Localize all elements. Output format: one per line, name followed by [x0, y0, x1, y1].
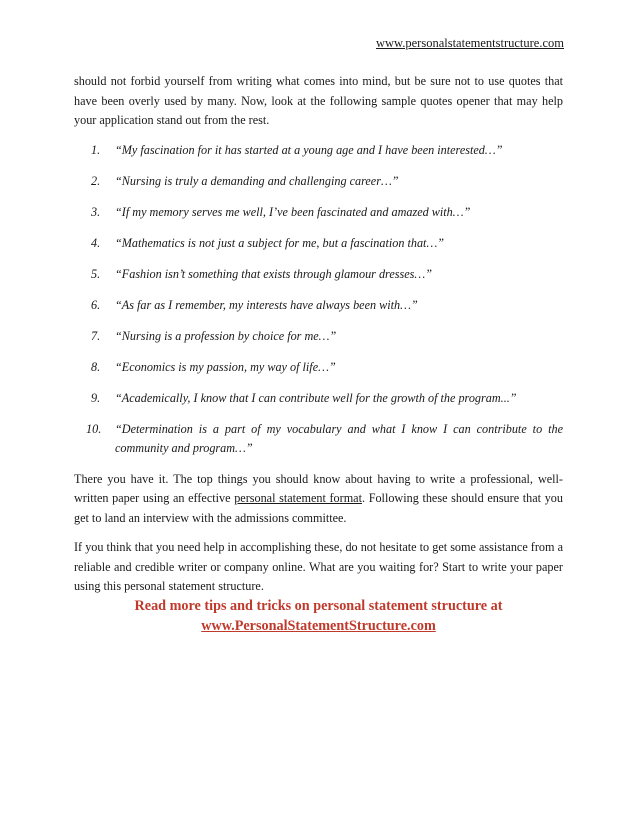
list-item-number: 7.: [91, 328, 101, 343]
list-item-text: “Fashion isn’t something that exists through glamour dresses…”: [115, 266, 433, 281]
list-item-number: 4.: [91, 235, 101, 250]
list-item-number: 3.: [91, 204, 101, 219]
list-item-text: “As far as I remember, my interests have always been with…”: [115, 297, 418, 312]
intro-paragraph: should not forbid yourself from writing what comes into mind, but be sure not to use quotes that have been overly used by many. Now, look at the following sample quotes opener that may help your application stand out from the rest.: [74, 74, 563, 127]
list-item: [74, 141, 563, 160]
list-item-number: 8.: [91, 359, 101, 374]
list-item-text: “Academically, I know that I can contribute well for the growth of the program...”: [115, 390, 517, 405]
list-item-number: 2.: [91, 173, 101, 188]
list-item: [74, 296, 563, 315]
closing-paragraph: If you think that you need help in accomplishing these, do not hesitate to get some assistance from a reliable and credible writer or company online. What are you waiting for? Start to write your paper using this personal statement structure.: [74, 540, 563, 593]
header-url-link[interactable]: www.personalstatementstructure.com: [375, 36, 564, 50]
conclusion-text-after: . Following these should ensure that you get to land an interview with the admissions committee.: [74, 491, 563, 525]
list-item-text: “Economics is my passion, my way of life…”: [115, 359, 336, 374]
list-item-text: “Mathematics is not just a subject for me, but a fascination that…”: [115, 235, 445, 250]
list-item-number: 6.: [91, 297, 101, 312]
cta-url-link[interactable]: www.PersonalStatementStructure.com: [201, 618, 436, 634]
cta-text: Read more tips and tricks on personal statement structure at: [134, 598, 503, 614]
list-item-text: “If my memory serves me well, I’ve been fascinated and amazed with…”: [115, 204, 471, 219]
list-item: [74, 265, 563, 284]
list-item-number: 5.: [91, 266, 101, 281]
sample-quotes-list: [74, 141, 563, 458]
conclusion-paragraph: [74, 470, 563, 529]
list-item-text: “Determination is a part of my vocabulary and what I know I can contribute to the community and program…”: [115, 421, 563, 455]
list-item-text: “Nursing is truly a demanding and challenging career…”: [115, 173, 399, 188]
call-to-action: [74, 596, 563, 636]
list-item: [74, 327, 563, 346]
list-item: [74, 203, 563, 222]
list-item-text: “My fascination for it has started at a young age and I have been interested…”: [115, 142, 503, 157]
list-item: [74, 420, 563, 458]
document-body: [74, 72, 563, 607]
list-item: [74, 172, 563, 191]
list-item: [74, 389, 563, 408]
list-item-number: 9.: [91, 390, 101, 405]
list-item-text: “Nursing is a profession by choice for me…”: [115, 328, 337, 343]
conclusion-text-before: There you have it. The top things you should know about having to write a professional, well-written paper using an effective: [74, 471, 563, 505]
personal-statement-format-link[interactable]: personal statement format: [234, 491, 362, 505]
list-item: [74, 234, 563, 253]
list-item-number: 1.: [91, 142, 101, 157]
list-item: [74, 358, 563, 377]
list-item-number: 10.: [86, 421, 102, 436]
